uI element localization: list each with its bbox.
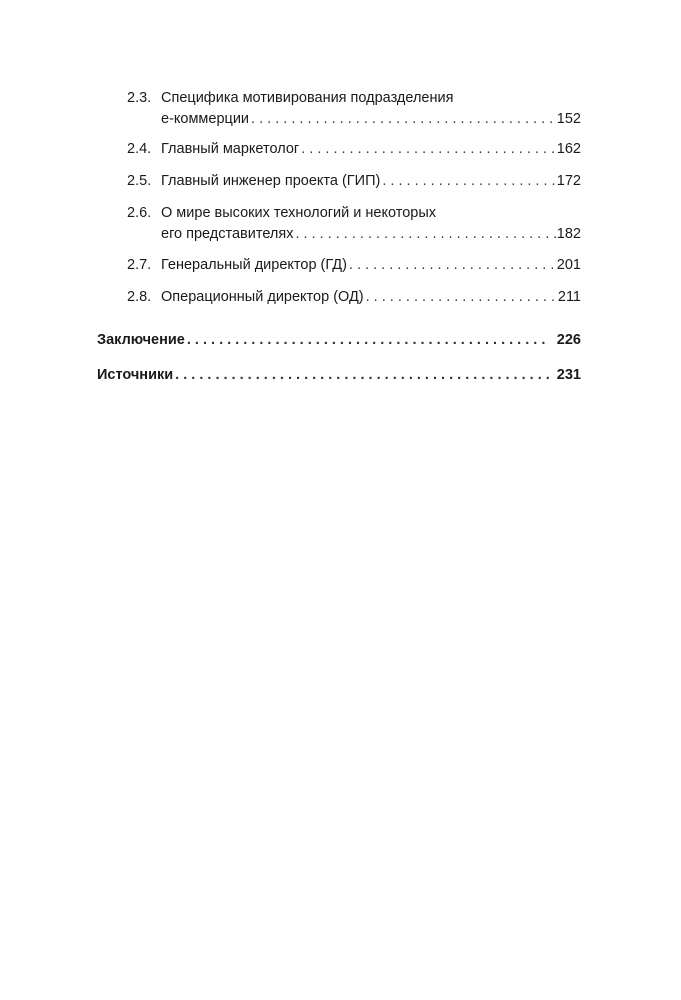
toc-leader-dots: [295, 224, 555, 245]
toc-page-number: 172: [556, 173, 581, 189]
toc-entry-number: 2.8.: [127, 289, 152, 305]
toc-entry-title: Источники: [97, 367, 174, 383]
toc-entry-2-4: [97, 139, 581, 160]
toc-entry-line: [161, 109, 581, 130]
toc-page-number: 182: [556, 226, 581, 242]
toc-entry-title-line: О мире высоких технологий и некоторых: [161, 205, 437, 221]
toc-entry-2-7: [97, 255, 581, 276]
toc-entry-title-line: Специфика мотивирования подразделения: [161, 90, 454, 106]
toc-entry-number: 2.4.: [127, 141, 152, 157]
toc-page-number: 152: [556, 111, 581, 127]
toc-entry-sources: [97, 365, 581, 386]
toc-entry-2-8: [97, 287, 581, 308]
toc-leader-dots: [251, 109, 556, 130]
toc-leader-dots: [175, 365, 550, 386]
toc-page-number: 226: [556, 332, 581, 348]
toc-entry-number: 2.6.: [127, 205, 152, 221]
table-of-contents: [97, 88, 581, 386]
toc-page-number: 211: [557, 289, 581, 305]
toc-entry-line: [161, 287, 581, 308]
toc-leader-dots: [366, 287, 557, 308]
toc-entry-title: Операционный директор (ОД): [161, 289, 364, 305]
toc-entry-line: [161, 255, 581, 276]
toc-leader-dots: [382, 171, 555, 192]
toc-leader-dots: [301, 139, 556, 160]
toc-entry-title: e-коммерции: [161, 111, 250, 127]
toc-entry-line: [161, 224, 581, 245]
toc-entry-line: [161, 171, 581, 192]
toc-entry-number: 2.7.: [127, 257, 152, 273]
toc-page-number: 162: [556, 141, 581, 157]
toc-entry-2-3: [97, 88, 581, 130]
toc-entry-number: 2.3.: [127, 90, 152, 106]
toc-leader-dots: [187, 330, 550, 351]
toc-entry-title: Главный маркетолог: [161, 141, 300, 157]
toc-entry-line: [161, 139, 581, 160]
toc-entry-conclusion: [97, 330, 581, 351]
toc-entry-title: Заключение: [97, 332, 185, 348]
toc-leader-dots: [349, 255, 556, 276]
toc-entry-line: [97, 330, 581, 351]
toc-page-number: 231: [556, 367, 581, 383]
toc-entry-number: 2.5.: [127, 173, 152, 189]
toc-page-number: 201: [556, 257, 581, 273]
toc-entry-title: Главный инженер проекта (ГИП): [161, 173, 381, 189]
toc-entry-title: Генеральный директор (ГД): [161, 257, 347, 273]
toc-entry-2-5: [97, 171, 581, 192]
toc-entry-2-6: [97, 203, 581, 245]
toc-entry-title: его представителях: [161, 226, 294, 242]
toc-entry-line: [97, 365, 581, 386]
